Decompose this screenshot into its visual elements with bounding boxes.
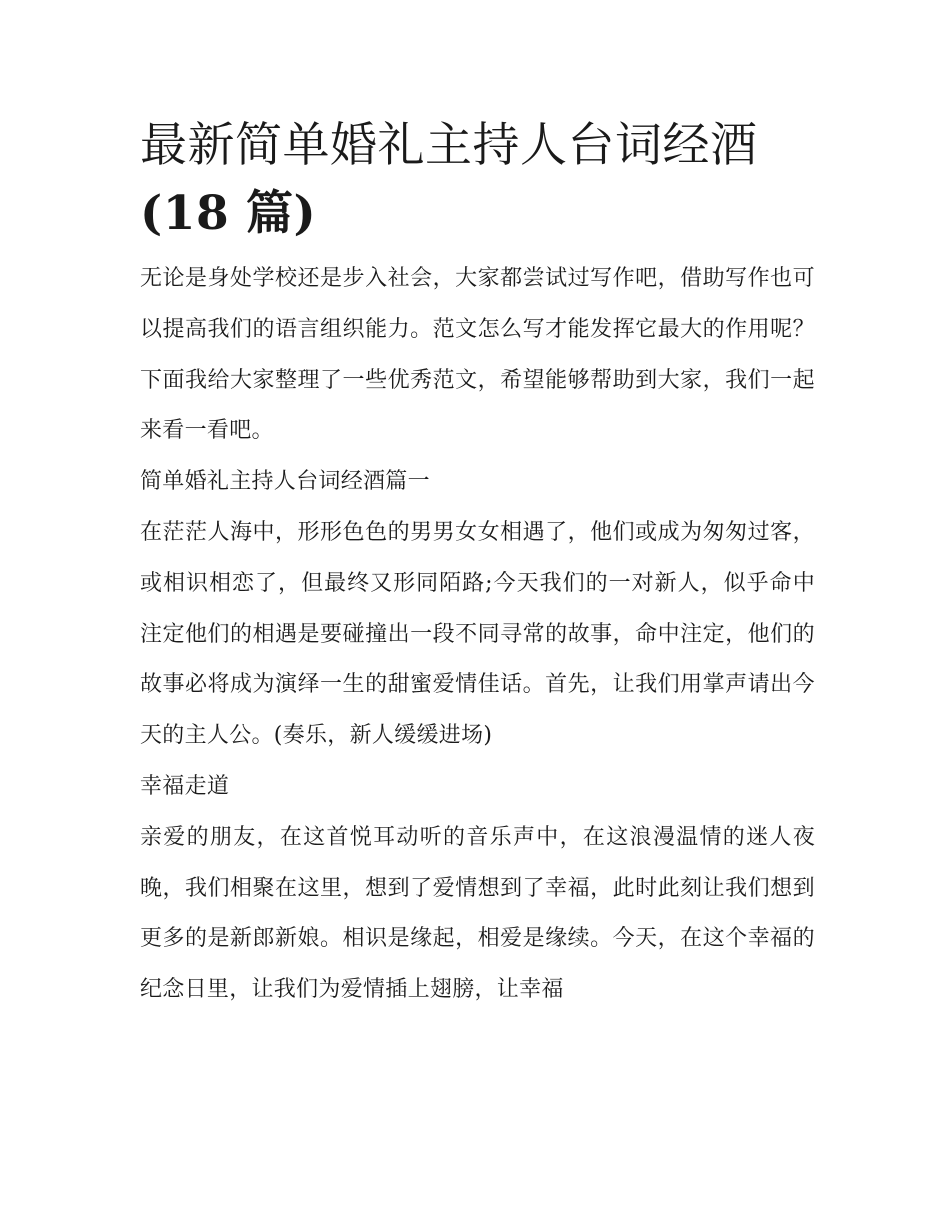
body-paragraph-1: 在茫茫人海中，形形色色的男男女女相遇了，他们或成为匆匆过客，或相识相恋了，但最终又形同陌路;今天我们的一对新人，似乎命中注定他们的相遇是要碰撞出一段不同寻常的故事，命中注定，他们的故事必将成为演绎一生的甜蜜爱情佳话。首先，让我们用掌声请出今天的主人公。(奏乐，新人缓缓进场)	[140, 519, 815, 749]
title-line-1: 最新简单婚礼主持人台词经酒	[140, 118, 758, 173]
document-content	[140, 112, 815, 1016]
document-title	[140, 112, 815, 248]
intro-paragraph: 无论是身处学校还是步入社会，大家都尝试过写作吧，借助写作也可以提高我们的语言组织能力。范文怎么写才能发挥它最大的作用呢？下面我给大家整理了一些优秀范文，希望能够帮助到大家，我们一起来看一看吧。	[140, 266, 815, 444]
section-heading-1: 简单婚礼主持人台词经酒篇一	[140, 469, 430, 495]
section-heading-2: 幸福走道	[140, 773, 230, 799]
title-line-2: (18 篇)	[140, 186, 317, 241]
body-paragraph-2: 亲爱的朋友，在这首悦耳动听的音乐声中，在这浪漫温情的迷人夜晚，我们相聚在这里，想到了爱情想到了幸福，此时此刻让我们想到更多的是新郎新娘。相识是缘起，相爱是缘续。今天，在这个幸福的纪念日里，让我们为爱情插上翅膀，让幸福	[140, 824, 815, 1003]
